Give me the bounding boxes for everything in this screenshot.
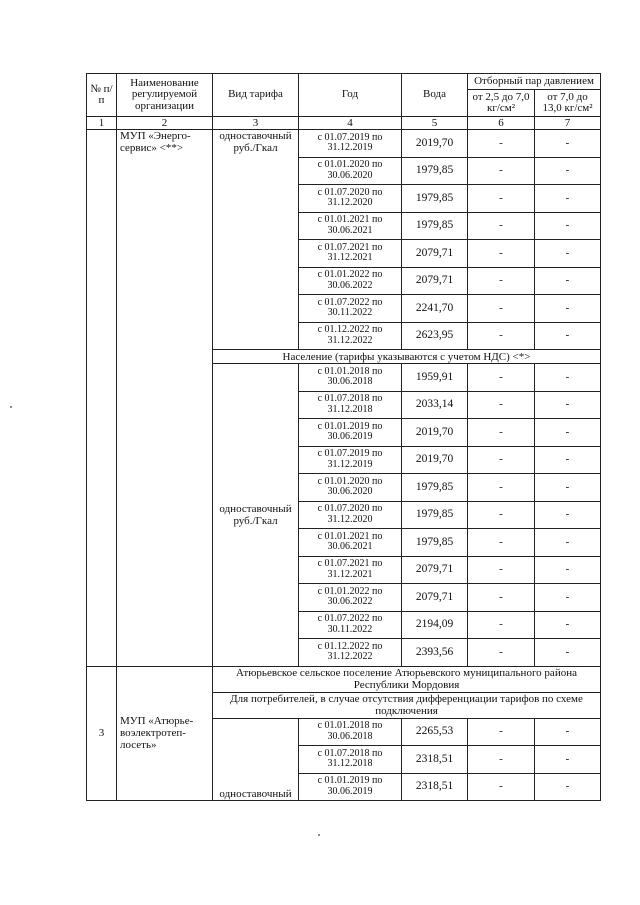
- water-value: 1979,85: [402, 157, 468, 185]
- scan-speck: [10, 406, 12, 408]
- period-cell: с 01.01.2021 по 30.06.2021: [299, 529, 402, 557]
- tariff-type: одноставочный: [213, 718, 299, 801]
- water-value: 2241,70: [402, 295, 468, 323]
- period-cell: с 01.01.2022 по 30.06.2022: [299, 267, 402, 295]
- tariff-type: одноставочный руб./Гкал: [213, 130, 299, 350]
- org-name: МУП «Атюрье-воэлектротеп-лосеть»: [117, 666, 213, 801]
- water-value: 2194,09: [402, 611, 468, 639]
- water-value: 2019,70: [402, 130, 468, 158]
- table-row: [87, 130, 601, 158]
- steam-7-13-value: -: [535, 446, 601, 474]
- steam-7-13-value: -: [535, 157, 601, 185]
- period-cell: с 01.01.2018 по 30.06.2018: [299, 364, 402, 392]
- header-col6: от 2,5 до 7,0 кг/см²: [468, 90, 535, 117]
- water-value: 1979,85: [402, 474, 468, 502]
- water-value: 2033,14: [402, 391, 468, 419]
- steam-7-13-value: -: [535, 474, 601, 502]
- scan-speck: [318, 834, 320, 836]
- header-col7: от 7,0 до 13,0 кг/см²: [535, 90, 601, 117]
- steam-7-13-value: -: [535, 240, 601, 268]
- period-cell: с 01.07.2018 по 31.12.2018: [299, 746, 402, 774]
- steam-7-13-value: -: [535, 529, 601, 557]
- steam-2-5-7-value: -: [468, 157, 535, 185]
- water-value: 2079,71: [402, 556, 468, 584]
- period-cell: с 01.07.2021 по 31.12.2021: [299, 240, 402, 268]
- water-value: 2265,53: [402, 718, 468, 746]
- water-value: 2079,71: [402, 584, 468, 612]
- population-section-title: Население (тарифы указываются с учетом НДС) <*>: [213, 350, 601, 364]
- period-cell: с 01.01.2019 по 30.06.2019: [299, 419, 402, 447]
- org-number: 3: [87, 666, 117, 801]
- period-cell: с 01.07.2020 по 31.12.2020: [299, 185, 402, 213]
- period-cell: с 01.01.2022 по 30.06.2022: [299, 584, 402, 612]
- steam-7-13-value: -: [535, 556, 601, 584]
- settlement-title: Атюрьевское сельское поселение Атюрьевского муниципального района Республики Мордовия: [213, 666, 601, 692]
- table-row: [87, 666, 601, 692]
- column-index: 2: [117, 117, 213, 130]
- water-value: 1979,85: [402, 501, 468, 529]
- steam-7-13-value: -: [535, 391, 601, 419]
- steam-7-13-value: -: [535, 185, 601, 213]
- column-index: 6: [468, 117, 535, 130]
- steam-2-5-7-value: -: [468, 746, 535, 774]
- steam-2-5-7-value: -: [468, 185, 535, 213]
- period-cell: с 01.01.2020 по 30.06.2020: [299, 474, 402, 502]
- period-cell: с 01.07.2022 по 30.11.2022: [299, 295, 402, 323]
- org-number-cell: [87, 130, 117, 667]
- steam-2-5-7-value: -: [468, 773, 535, 801]
- water-value: 2623,95: [402, 322, 468, 350]
- steam-2-5-7-value: -: [468, 611, 535, 639]
- period-cell: с 01.01.2018 по 30.06.2018: [299, 718, 402, 746]
- column-index: 7: [535, 117, 601, 130]
- column-index: 1: [87, 117, 117, 130]
- steam-7-13-value: -: [535, 267, 601, 295]
- period-cell: с 01.01.2021 по 30.06.2021: [299, 212, 402, 240]
- tariff-table: [86, 73, 601, 801]
- column-index: 4: [299, 117, 402, 130]
- period-cell: с 01.07.2019 по 31.12.2019: [299, 446, 402, 474]
- period-cell: с 01.01.2020 по 30.06.2020: [299, 157, 402, 185]
- steam-7-13-value: -: [535, 746, 601, 774]
- steam-2-5-7-value: -: [468, 267, 535, 295]
- steam-2-5-7-value: -: [468, 474, 535, 502]
- steam-7-13-value: -: [535, 773, 601, 801]
- steam-2-5-7-value: -: [468, 322, 535, 350]
- steam-2-5-7-value: -: [468, 584, 535, 612]
- steam-7-13-value: -: [535, 130, 601, 158]
- steam-7-13-value: -: [535, 295, 601, 323]
- header-tariff-type: Вид тарифа: [213, 74, 299, 117]
- steam-7-13-value: -: [535, 322, 601, 350]
- water-value: 2079,71: [402, 267, 468, 295]
- steam-2-5-7-value: -: [468, 556, 535, 584]
- water-value: 2019,70: [402, 446, 468, 474]
- period-cell: с 01.07.2022 по 30.11.2022: [299, 611, 402, 639]
- header-org: Наименование регулируемой организации: [117, 74, 213, 117]
- column-index: 3: [213, 117, 299, 130]
- steam-2-5-7-value: -: [468, 446, 535, 474]
- steam-2-5-7-value: -: [468, 295, 535, 323]
- period-cell: с 01.07.2018 по 31.12.2018: [299, 391, 402, 419]
- column-index: 5: [402, 117, 468, 130]
- period-cell: с 01.07.2019 по 31.12.2019: [299, 130, 402, 158]
- water-value: 2393,56: [402, 639, 468, 667]
- steam-2-5-7-value: -: [468, 130, 535, 158]
- steam-2-5-7-value: -: [468, 364, 535, 392]
- header-steam: Отборный пар давлением: [468, 74, 601, 90]
- period-cell: с 01.07.2021 по 31.12.2021: [299, 556, 402, 584]
- steam-7-13-value: -: [535, 501, 601, 529]
- water-value: 1959,91: [402, 364, 468, 392]
- org-name: МУП «Энерго-сервис» <**>: [117, 130, 213, 667]
- water-value: 2318,51: [402, 773, 468, 801]
- steam-2-5-7-value: -: [468, 240, 535, 268]
- period-cell: с 01.01.2019 по 30.06.2019: [299, 773, 402, 801]
- steam-2-5-7-value: -: [468, 212, 535, 240]
- water-value: 2019,70: [402, 419, 468, 447]
- steam-7-13-value: -: [535, 364, 601, 392]
- steam-7-13-value: -: [535, 212, 601, 240]
- header-water: Вода: [402, 74, 468, 117]
- steam-2-5-7-value: -: [468, 501, 535, 529]
- header-num: № п/п: [87, 74, 117, 117]
- water-value: 1979,85: [402, 529, 468, 557]
- period-cell: с 01.12.2022 по 31.12.2022: [299, 639, 402, 667]
- steam-7-13-value: -: [535, 584, 601, 612]
- water-value: 1979,85: [402, 212, 468, 240]
- steam-7-13-value: -: [535, 639, 601, 667]
- steam-2-5-7-value: -: [468, 419, 535, 447]
- steam-2-5-7-value: -: [468, 529, 535, 557]
- steam-2-5-7-value: -: [468, 639, 535, 667]
- period-cell: с 01.07.2020 по 31.12.2020: [299, 501, 402, 529]
- steam-7-13-value: -: [535, 718, 601, 746]
- consumers-section-title: Для потребителей, в случае отсутствия дифференциации тарифов по схеме подключения: [213, 692, 601, 718]
- water-value: 1979,85: [402, 185, 468, 213]
- steam-7-13-value: -: [535, 419, 601, 447]
- steam-2-5-7-value: -: [468, 718, 535, 746]
- period-cell: с 01.12.2022 по 31.12.2022: [299, 322, 402, 350]
- tariff-type: одноставочный руб./Гкал: [213, 364, 299, 667]
- water-value: 2079,71: [402, 240, 468, 268]
- steam-2-5-7-value: -: [468, 391, 535, 419]
- header-year: Год: [299, 74, 402, 117]
- water-value: 2318,51: [402, 746, 468, 774]
- steam-7-13-value: -: [535, 611, 601, 639]
